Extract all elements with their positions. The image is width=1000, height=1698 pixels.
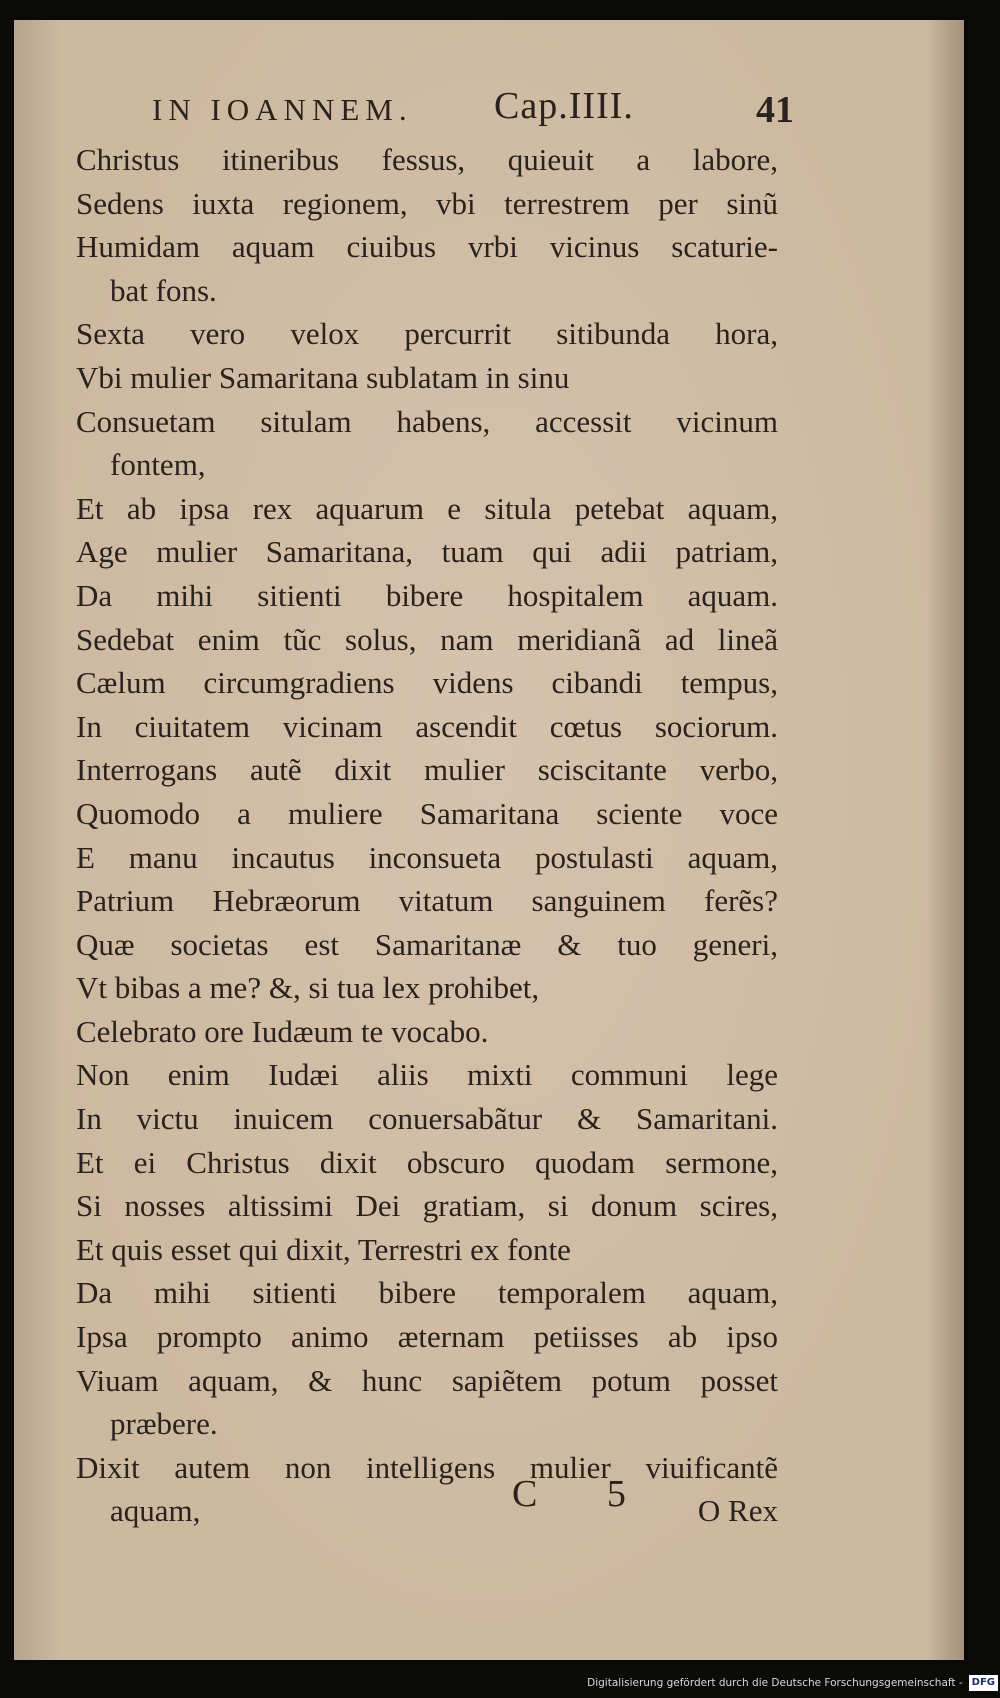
folio-number: 41 [756, 89, 794, 131]
page-header [134, 82, 794, 142]
text-line: Quæ societas est Samaritanæ & tuo generi, [76, 926, 778, 962]
book-page [14, 20, 964, 1660]
text-line: Et quis esset qui dixit, Terrestri ex fonte [76, 1231, 571, 1267]
text-line: Sedens iuxta regionem, vbi terrestrem per sinũ [76, 185, 778, 221]
text-line: E manu incautus inconsueta postulasti aquam, [76, 839, 778, 875]
text-line-continuation: præbere. [110, 1406, 218, 1442]
text-line: In victu inuicem conuersabãtur & Samaritani. [76, 1101, 778, 1137]
text-line: Viuam aquam, & hunc sapiẽtem potum posset [76, 1362, 778, 1398]
text-line: Et ei Christus dixit obscuro quodam sermone, [76, 1144, 778, 1180]
text-line: Da mihi sitienti bibere temporalem aquam, [76, 1275, 778, 1311]
text-line: Patrium Hebræorum vitatum sanguinem ferẽs? [76, 883, 778, 919]
text-line: Sexta vero velox percurrit sitibunda hora, [76, 316, 778, 352]
text-line: Quomodo a muliere Samaritana sciente voce [76, 795, 778, 831]
signature-mark: C 5 [512, 1473, 656, 1515]
text-line: Interrogans autẽ dixit mulier sciscitante verbo, [76, 752, 778, 788]
text-line: Et ab ipsa rex aquarum e situla petebat aquam, [76, 490, 778, 526]
text-line: Sedebat enim tũc solus, nam meridianã ad lineã [76, 621, 778, 657]
text-line: Humidam aquam ciuibus vrbi vicinus scaturie- [76, 229, 778, 265]
text-line: Ipsa prompto animo æternam petiisses ab ipso [76, 1319, 778, 1355]
verse-text-block [76, 138, 778, 1533]
running-title: IN IOANNEM. [152, 92, 413, 127]
text-line: Christus itineribus fessus, quieuit a labore, [76, 142, 778, 177]
text-line: Vt bibas a me? &, si tua lex prohibet, [76, 970, 540, 1006]
funding-credit: Digitalisierung gefördert durch die Deutsche Forschungsgemeinschaft - [587, 1677, 963, 1689]
text-line: Age mulier Samaritana, tuam qui adii patriam, [76, 534, 778, 570]
text-line: Vbi mulier Samaritana sublatam in sinu [76, 359, 570, 395]
text-line-continuation: bat fons. [110, 272, 217, 308]
digitization-footer [587, 1672, 1000, 1694]
dfg-logo: DFG [969, 1675, 998, 1691]
text-line-continuation: fontem, [110, 447, 206, 483]
chapter-heading: Cap.IIII. [494, 85, 634, 127]
text-line: Dixit autem non intelligens mulier viuificantẽ [76, 1449, 778, 1485]
text-line: Si nosses altissimi Dei gratiam, si donum scires, [76, 1188, 778, 1224]
text-line: In ciuitatem vicinam ascendit cœtus sociorum. [76, 708, 778, 744]
text-line-with-catchword [76, 1489, 778, 1533]
text-line: Celebrato ore Iudæum te vocabo. [76, 1013, 489, 1049]
text-line: Cælum circumgradiens videns cibandi tempus, [76, 665, 778, 701]
text-line: Da mihi sitienti bibere hospitalem aquam. [76, 577, 778, 613]
text-line: Consuetam situlam habens, accessit vicinum [76, 403, 778, 439]
catchword: O Rex [697, 1493, 778, 1529]
last-line-text: aquam, [110, 1493, 201, 1529]
text-line: Non enim Iudæi aliis mixti communi lege [76, 1057, 778, 1093]
